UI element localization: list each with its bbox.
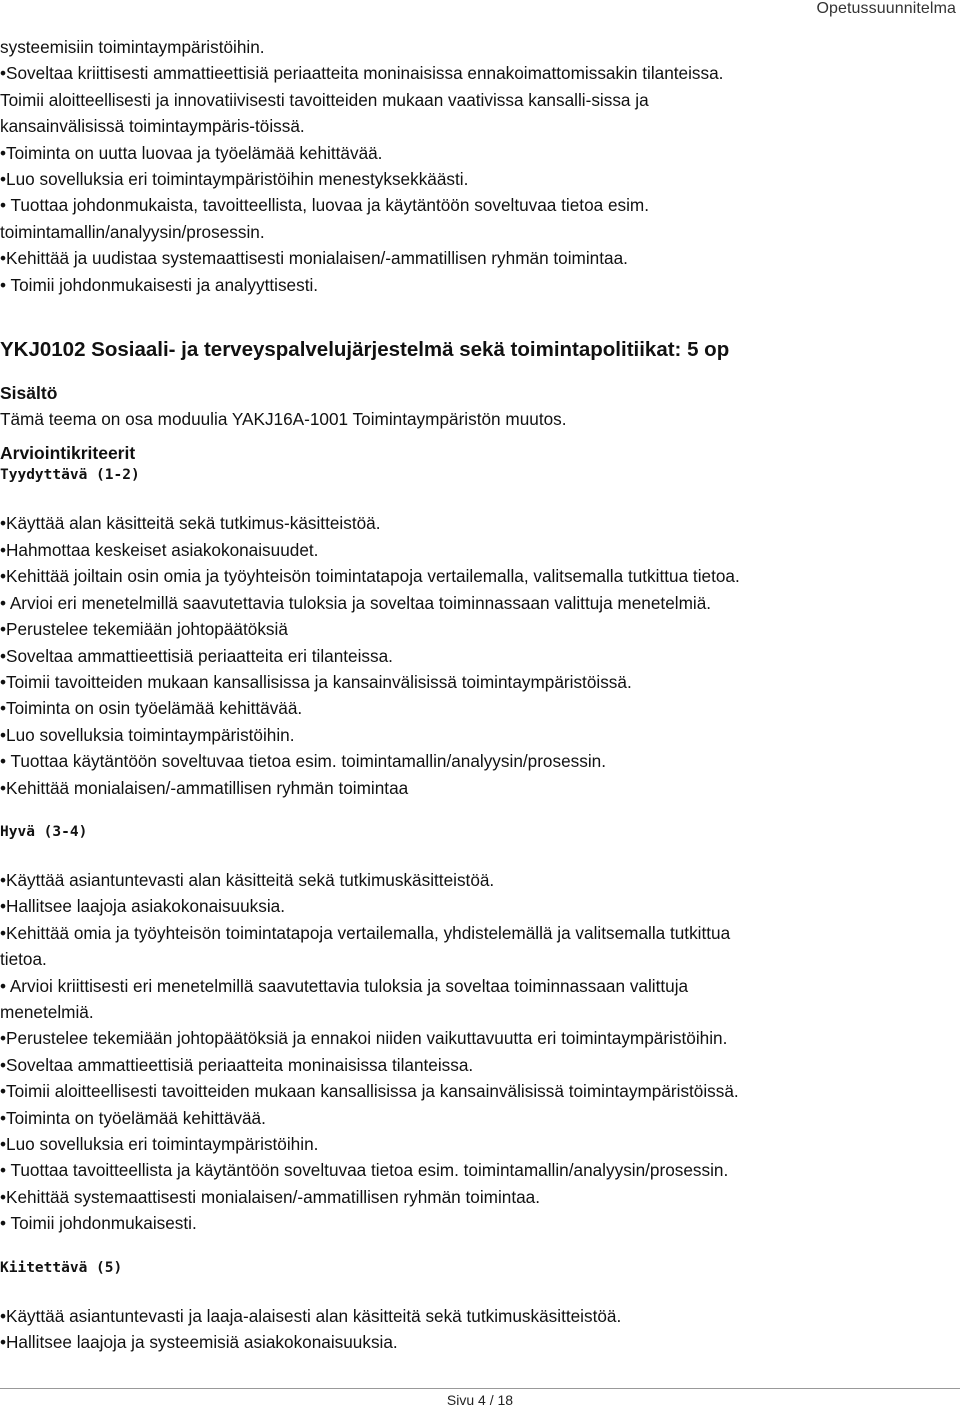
content-heading: Sisältö (0, 383, 58, 404)
list-item: •Kehittää monialaisen/-ammatillisen ryhmän toimintaa (0, 777, 409, 798)
list-item: •Toiminta on osin työelämää kehittävää. (0, 698, 303, 719)
list-item: •Kehittää systemaattisesti monialaisen/-ammatillisen ryhmän toimintaa. (0, 1186, 541, 1207)
list-item: •Soveltaa kriittisesti ammattieettisiä periaatteita moninaisissa ennakoimattomissakin tilanteissa. (0, 63, 724, 84)
list-item: Toimii aloitteellisesti ja innovatiivisesti tavoitteiden mukaan vaativissa kansalli-sissa ja (0, 89, 649, 110)
list-item: •Hallitsee laajoja asiakokonaisuuksia. (0, 896, 285, 917)
list-item: toimintamallin/analyysin/prosessin. (0, 221, 265, 242)
list-item: menetelmiä. (0, 1001, 94, 1022)
list-item: • Arvioi eri menetelmillä saavutettavia tuloksia ja soveltaa toiminnassaan valittuja menetelmiä. (0, 592, 712, 613)
list-item: • Arvioi kriittisesti eri menetelmillä saavutettavia tuloksia ja soveltaa toiminnassaan valittuja (0, 975, 689, 996)
grade-heading-good: Hyvä (3-4) (0, 823, 88, 840)
list-item: •Hallitsee laajoja ja systeemisiä asiakokonaisuuksia. (0, 1332, 398, 1353)
list-item: •Toimii aloitteellisesti tavoitteiden mukaan kansallisissa ja kansainvälisissä toimintaympäristöissä. (0, 1081, 739, 1102)
list-item: •Toiminta on työelämää kehittävää. (0, 1107, 266, 1128)
list-item: •Soveltaa ammattieettisiä periaatteita moninaisissa tilanteissa. (0, 1054, 474, 1075)
module-title: YKJ0102 Sosiaali- ja terveyspalvelujärjestelmä sekä toimintapolitiikat: 5 op (0, 338, 730, 362)
grade-list-satisfactory (0, 510, 952, 800)
list-item: •Käyttää asiantuntevasti alan käsitteitä sekä tutkimuskäsitteistöä. (0, 869, 495, 890)
list-item: •Luo sovelluksia eri toimintaympäristöihin. (0, 1134, 319, 1154)
document-body (0, 34, 952, 1355)
intro-criteria-list (0, 34, 952, 298)
list-item: •Hahmottaa keskeiset asiakokonaisuudet. (0, 539, 319, 560)
list-item: • Toimii johdonmukaisesti ja analyyttisesti. (0, 274, 319, 295)
document-type-header: Opetussuunnitelma (816, 0, 956, 17)
list-item: systeemisiin toimintaympäristöihin. (0, 37, 265, 57)
list-item: •Kehittää joiltain osin omia ja työyhteisön toimintatapoja vertailemalla, valitsemalla tutkittua tietoa. (0, 566, 740, 587)
list-item: • Toimii johdonmukaisesti. (0, 1213, 197, 1234)
page-number: Sivu 4 / 18 (446, 1392, 514, 1408)
list-item: • Tuottaa tavoitteellista ja käytäntöön soveltuvaa tietoa esim. toimintamallin/analyysin/prosessin. (0, 1160, 729, 1181)
criteria-heading: Arviointikriteerit (0, 443, 136, 464)
list-item: •Luo sovelluksia toimintaympäristöihin. (0, 724, 295, 745)
list-item: •Perustelee tekemiään johtopäätöksiä (0, 619, 288, 640)
footer-divider (0, 1388, 960, 1389)
list-item: •Perustelee tekemiään johtopäätöksiä ja ennakoi niiden vaikuttavuutta eri toimintaympäristöihin. (0, 1028, 728, 1049)
list-item: tietoa. (0, 949, 47, 970)
list-item: kansainvälisissä toimintaympäris-töissä. (0, 116, 305, 137)
list-item: •Luo sovelluksia eri toimintaympäristöihin menestyksekkäästi. (0, 169, 469, 190)
content-text: Tämä teema on osa moduulia YAKJ16A-1001 Toimintaympäristön muutos. (0, 409, 567, 430)
grade-list-good (0, 867, 952, 1237)
list-item: •Käyttää asiantuntevasti ja laaja-alaisesti alan käsitteitä sekä tutkimuskäsitteistöä. (0, 1305, 622, 1326)
grade-heading-satisfactory: Tyydyttävä (1-2) (0, 467, 140, 484)
list-item: •Toimii tavoitteiden mukaan kansallisissa ja kansainvälisissä toimintaympäristöissä. (0, 671, 632, 692)
list-item: •Toiminta on uutta luovaa ja työelämää kehittävää. (0, 142, 383, 163)
list-item: •Käyttää alan käsitteitä sekä tutkimus-käsitteistöä. (0, 513, 381, 534)
grade-heading-excellent: Kiitettävä (5) (0, 1259, 123, 1276)
list-item: •Kehittää ja uudistaa systemaattisesti monialaisen/-ammatillisen ryhmän toimintaa. (0, 248, 628, 269)
list-item: • Tuottaa käytäntöön soveltuvaa tietoa esim. toimintamallin/analyysin/prosessin. (0, 751, 606, 772)
list-item: •Soveltaa ammattieettisiä periaatteita eri tilanteissa. (0, 645, 393, 666)
list-item: • Tuottaa johdonmukaista, tavoitteellista, luovaa ja käytäntöön soveltuvaa tietoa esim. (0, 195, 650, 216)
list-item: •Kehittää omia ja työyhteisön toimintatapoja vertailemalla, yhdistelemällä ja valitsemalla tutkittua (0, 922, 731, 943)
grade-list-excellent (0, 1303, 952, 1356)
